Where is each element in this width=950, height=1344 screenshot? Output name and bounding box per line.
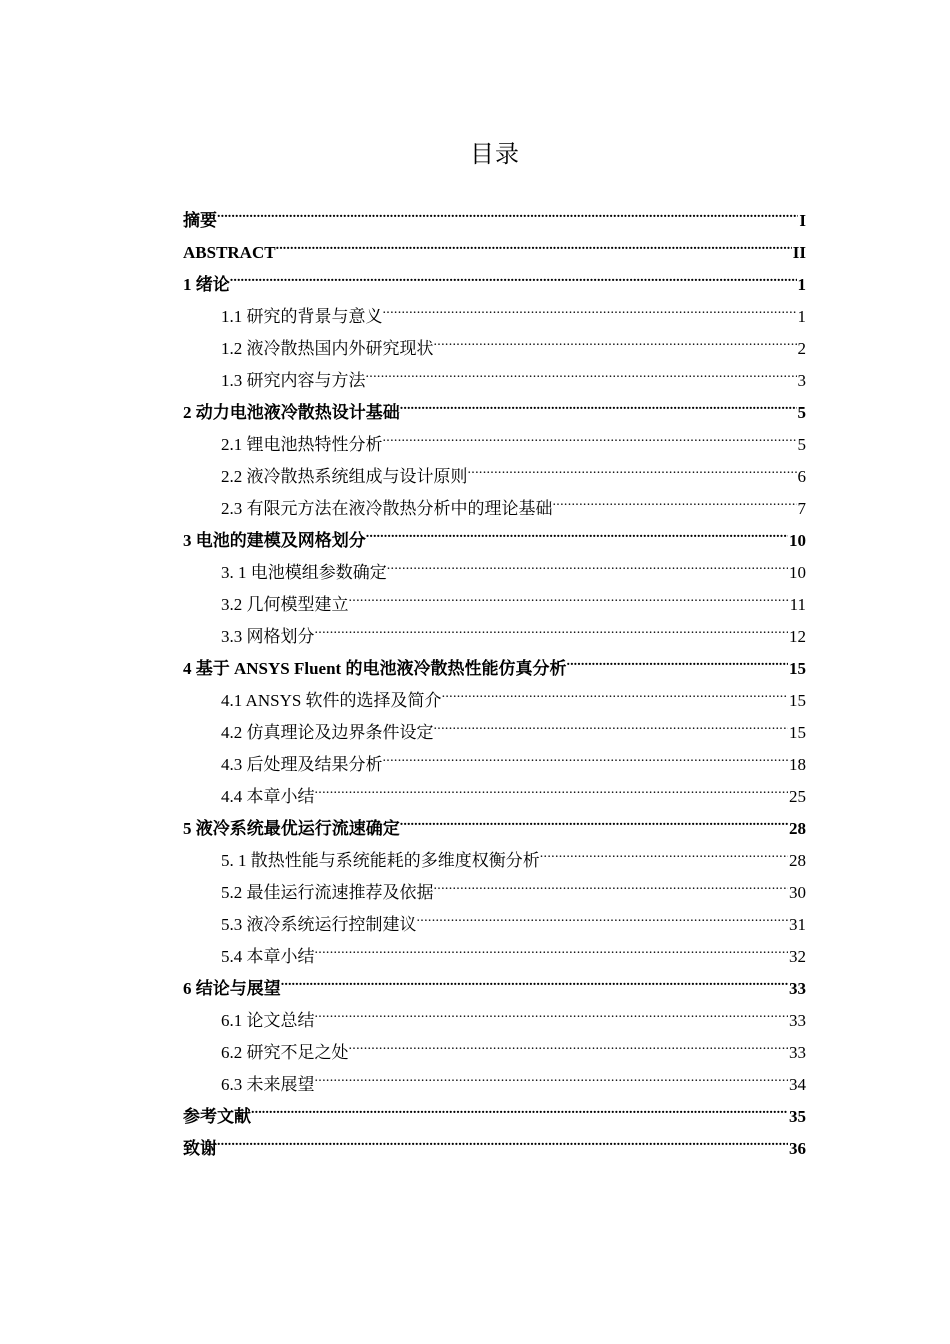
toc-entry-label: 6.2 研究不足之处 (221, 1043, 349, 1062)
toc-page-number: 33 (789, 979, 806, 998)
toc-dot-leader (383, 418, 797, 450)
toc-entry-label: 1.1 研究的背景与意义 (221, 307, 383, 326)
toc-entry-label: 6.1 论文总结 (221, 1011, 315, 1030)
toc-dot-leader (366, 514, 788, 546)
toc-entry-label: 1.3 研究内容与方法 (221, 371, 366, 390)
toc-page-number: 10 (789, 531, 806, 550)
toc-entry-label: 4.2 仿真理论及边界条件设定 (221, 723, 434, 742)
toc-entry-label: 5. 1 散热性能与系统能耗的多维度权衡分析 (221, 851, 540, 870)
table-of-contents (183, 194, 806, 1158)
toc-entry-label: 4.3 后处理及结果分析 (221, 755, 383, 774)
toc-page-number: 33 (789, 1043, 806, 1062)
toc-dot-leader (315, 994, 789, 1026)
toc-dot-leader (468, 450, 797, 482)
toc-dot-leader (230, 258, 797, 290)
toc-section-entry[interactable] (183, 290, 806, 326)
toc-dot-leader (434, 706, 789, 738)
toc-chapter-entry[interactable] (183, 194, 806, 230)
toc-page-number: 1 (797, 275, 806, 294)
toc-page-number: 32 (789, 947, 806, 966)
toc-entry-label: 3.2 几何模型建立 (221, 595, 349, 614)
toc-dot-leader (366, 354, 797, 386)
toc-page-number: 12 (789, 627, 806, 646)
toc-page-number: 15 (789, 691, 806, 710)
toc-page-number: 35 (789, 1107, 806, 1126)
toc-entry-label: 3. 1 电池模组参数确定 (221, 563, 387, 582)
toc-page-number: 18 (789, 755, 806, 774)
toc-dot-leader (315, 610, 789, 642)
toc-entry-label: 5.2 最佳运行流速推荐及依据 (221, 883, 434, 902)
toc-entry-label: 4.1 ANSYS 软件的选择及简介 (221, 691, 442, 710)
toc-entry-label: 3.3 网格划分 (221, 627, 315, 646)
toc-dot-leader (315, 930, 789, 962)
toc-entry-label: 1 绪论 (183, 275, 230, 294)
toc-dot-leader (315, 770, 789, 802)
toc-page-number: II (792, 243, 806, 262)
toc-entry-label: 3 电池的建模及网格划分 (183, 531, 366, 550)
toc-entry-label: 参考文献 (183, 1107, 251, 1126)
toc-dot-leader (400, 802, 788, 834)
toc-dot-leader (553, 482, 797, 514)
toc-chapter-entry[interactable] (183, 1122, 806, 1158)
toc-dot-leader (566, 642, 788, 674)
toc-page-number: 31 (789, 915, 806, 934)
toc-chapter-entry[interactable] (183, 226, 806, 262)
toc-page-number: 15 (789, 723, 806, 742)
toc-page-number: I (799, 211, 806, 230)
toc-page-number: 10 (789, 563, 806, 582)
toc-entry-label: 5 液冷系统最优运行流速确定 (183, 819, 400, 838)
page-title: 目录 (470, 140, 520, 168)
toc-dot-leader (400, 386, 797, 418)
toc-entry-label: 4 基于 ANSYS Fluent 的电池液冷散热性能仿真分析 (183, 659, 567, 678)
toc-page-number: 6 (797, 467, 806, 486)
toc-dot-leader (251, 1090, 788, 1122)
toc-dot-leader (417, 898, 789, 930)
toc-page-number: 7 (797, 499, 806, 518)
toc-entry-label: 2.1 锂电池热特性分析 (221, 435, 383, 454)
toc-dot-leader (217, 1122, 788, 1154)
toc-dot-leader (383, 738, 789, 770)
toc-entry-label: 5.4 本章小结 (221, 947, 315, 966)
toc-dot-leader (434, 866, 789, 898)
toc-dot-leader (217, 194, 798, 226)
toc-chapter-entry[interactable] (183, 1090, 806, 1126)
toc-entry-label: 4.4 本章小结 (221, 787, 315, 806)
toc-entry-label: 1.2 液冷散热国内外研究现状 (221, 339, 434, 358)
toc-entry-label: 致谢 (183, 1139, 217, 1158)
toc-entry-label: 2.2 液冷散热系统组成与设计原则 (221, 467, 468, 486)
toc-entry-label: ABSTRACT (183, 243, 276, 262)
toc-dot-leader (434, 322, 797, 354)
toc-page-number: 25 (789, 787, 806, 806)
toc-dot-leader (315, 1058, 789, 1090)
toc-page-number: 33 (789, 1011, 806, 1030)
toc-entry-label: 2.3 有限元方法在液冷散热分析中的理论基础 (221, 499, 553, 518)
toc-chapter-entry[interactable] (183, 258, 806, 294)
toc-dot-leader (281, 962, 788, 994)
toc-entry-label: 6.3 未来展望 (221, 1075, 315, 1094)
toc-page-number: 28 (789, 851, 806, 870)
toc-page-number: 2 (797, 339, 806, 358)
toc-entry-label: 5.3 液冷系统运行控制建议 (221, 915, 417, 934)
toc-page-number: 34 (789, 1075, 806, 1094)
toc-page-number: 1 (797, 307, 806, 326)
toc-dot-leader (349, 1026, 789, 1058)
toc-page-number: 5 (797, 403, 806, 422)
toc-page-number: 5 (797, 435, 806, 454)
toc-dot-leader (540, 834, 788, 866)
toc-dot-leader (349, 578, 789, 610)
toc-page-number: 36 (789, 1139, 806, 1158)
toc-entry-label: 摘要 (183, 211, 217, 230)
toc-dot-leader (383, 290, 797, 322)
toc-page-number: 3 (797, 371, 806, 390)
toc-dot-leader (276, 226, 792, 258)
toc-page-number: 15 (789, 659, 806, 678)
toc-entry-label: 2 动力电池液冷散热设计基础 (183, 403, 400, 422)
toc-page-number: 28 (789, 819, 806, 838)
toc-dot-leader (387, 546, 788, 578)
toc-page-number: 30 (789, 883, 806, 902)
toc-entry-label: 6 结论与展望 (183, 979, 281, 998)
toc-page-number: 11 (789, 595, 806, 614)
toc-dot-leader (442, 674, 788, 706)
